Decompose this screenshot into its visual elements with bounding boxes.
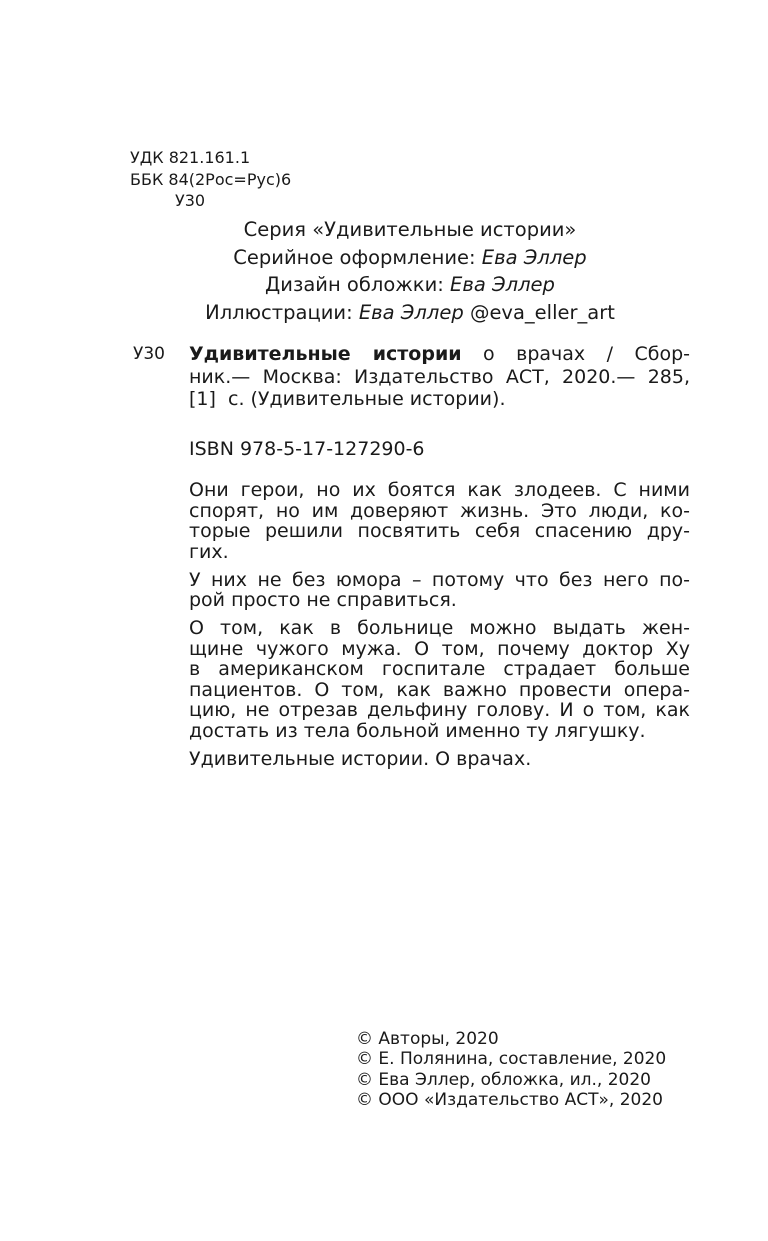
annotation-line: У них не без юмора – потому что без него по- — [189, 568, 690, 591]
annotation-paragraph — [189, 480, 690, 562]
annotation-line: Они герои, но их боятся как злодеев. С ними — [189, 479, 690, 501]
illustrations-line — [130, 299, 690, 327]
annotation — [189, 480, 690, 777]
entry-author-mark: У30 — [133, 344, 165, 364]
bibliographic-entry — [189, 343, 690, 411]
annotation-paragraph — [189, 570, 690, 611]
copyright-block — [356, 1029, 666, 1111]
annotation-line: торые решили посвятить себя спасению дру- — [189, 520, 690, 542]
author-mark: У30 — [175, 191, 206, 210]
isbn: ISBN 978-5-17-127290-6 — [189, 438, 425, 460]
annotation-line: О том, как в больнице можно выдать жен- — [189, 617, 690, 639]
series-line: Серия «Удивительные истории» — [243, 218, 577, 241]
cover-design-label: Дизайн обложки: — [265, 273, 444, 296]
entry-line: ник.— Москва: Издательство АСТ, 2020.— 285, — [189, 365, 690, 388]
series-design-line — [130, 244, 690, 272]
copyright-line: © Е. Полянина, составление, 2020 — [356, 1049, 667, 1070]
annotation-paragraph — [189, 618, 690, 741]
series-design-label: Серийное оформление: — [233, 245, 476, 269]
annotation-line: достать из тела больной именно ту лягушку. — [189, 719, 646, 742]
cover-design-name: Ева Эллер — [450, 273, 555, 296]
entry-line: [1] с. (Удивительные истории). — [189, 388, 506, 410]
entry-line-rest: о врачах / Сбор- — [483, 343, 690, 365]
entry-line — [189, 343, 690, 366]
series-design-name: Ева Эллер — [481, 245, 587, 269]
classification-block — [130, 147, 291, 212]
annotation-paragraph — [189, 749, 690, 770]
annotation-line: цию, не отрезав дельфину голову. И о том, как — [189, 699, 690, 721]
credits-block — [130, 216, 690, 326]
annotation-line: гих. — [189, 540, 229, 563]
copyright-line: © Авторы, 2020 — [356, 1029, 499, 1049]
bbk-code: ББК 84(2Рос=Рус)6 — [130, 169, 292, 189]
copyright-line: © Ева Эллер, обложка, ил., 2020 — [356, 1069, 651, 1090]
annotation-line: щине чужого мужа. О том, почему доктор Ху — [189, 637, 690, 660]
annotation-line: спорят, но им доверяют жизнь. Это люди, ко- — [189, 499, 690, 522]
entry-title: Удивительные истории — [189, 343, 462, 365]
illustrations-handle: @eva_eller_art — [469, 300, 615, 324]
copyright-line: © ООО «Издательство АСТ», 2020 — [356, 1090, 663, 1111]
illustrations-name: Ева Эллер — [358, 300, 464, 324]
annotation-line: Удивительные истории. О врачах. — [189, 747, 532, 770]
annotation-line: пациентов. О том, как важно провести опера- — [189, 678, 690, 701]
cover-design-line — [130, 271, 690, 299]
annotation-line: в американском госпитале страдает больше — [189, 658, 690, 680]
illustrations-label: Иллюстрации: — [205, 300, 353, 324]
annotation-line: рой просто не справиться. — [189, 589, 457, 611]
udk-code: УДК 821.161.1 — [130, 148, 251, 167]
